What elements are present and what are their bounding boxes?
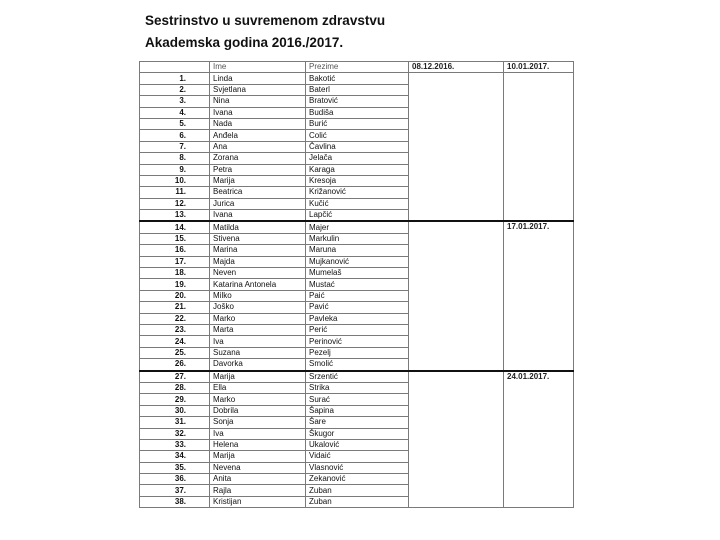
last-name-cell: Šapina [306, 405, 409, 416]
student-schedule-table [139, 61, 573, 508]
first-name-cell: Majda [210, 256, 306, 267]
last-name-cell: Strika [306, 382, 409, 393]
first-name-cell: Zorana [210, 153, 306, 164]
last-name-cell: Vlasnović [306, 462, 409, 473]
last-name-cell: Ukalović [306, 439, 409, 450]
row-number: 24. [140, 336, 210, 347]
row-number: 31. [140, 417, 210, 428]
first-name-cell: Iva [210, 428, 306, 439]
group-date-cell: 17.01.2017. [504, 221, 574, 370]
last-name-cell: Pezelj [306, 347, 409, 358]
last-name-cell: Burić [306, 118, 409, 129]
row-number: 20. [140, 290, 210, 301]
first-name-cell: Marija [210, 175, 306, 186]
first-name-cell: Anita [210, 474, 306, 485]
first-name-cell: Marija [210, 371, 306, 383]
row-number: 10. [140, 175, 210, 186]
first-name-cell: Dobrila [210, 405, 306, 416]
last-name-cell: Zuban [306, 496, 409, 507]
row-number: 28. [140, 382, 210, 393]
first-name-cell: Joško [210, 302, 306, 313]
first-name-cell: Ivana [210, 107, 306, 118]
first-name-cell: Katarina Antonela [210, 279, 306, 290]
first-name-cell: Petra [210, 164, 306, 175]
first-name-cell: Ella [210, 382, 306, 393]
date-1-blank-cell [409, 73, 504, 222]
date-1-blank-cell [409, 221, 504, 370]
first-name-cell: Jurica [210, 198, 306, 209]
row-number: 34. [140, 451, 210, 462]
header-first-name: Ime [210, 62, 306, 73]
row-number: 4. [140, 107, 210, 118]
row-number: 1. [140, 73, 210, 84]
last-name-cell: Mumelaš [306, 268, 409, 279]
first-name-cell: Neven [210, 268, 306, 279]
group-date-cell: 24.01.2017. [504, 371, 574, 508]
last-name-cell: Baterl [306, 84, 409, 95]
last-name-cell: Srzentić [306, 371, 409, 383]
title-line-year: Akademska godina 2016./2017. [145, 35, 344, 50]
last-name-cell: Markulin [306, 233, 409, 244]
last-name-cell: Lapčić [306, 210, 409, 222]
first-name-cell: Marko [210, 394, 306, 405]
row-number: 3. [140, 96, 210, 107]
header-last-name: Prezime [306, 62, 409, 73]
last-name-cell: Perinović [306, 336, 409, 347]
row-number: 5. [140, 118, 210, 129]
row-number: 29. [140, 394, 210, 405]
table-row [140, 221, 574, 233]
last-name-cell: Karaga [306, 164, 409, 175]
first-name-cell: Svjetlana [210, 84, 306, 95]
last-name-cell: Vidaić [306, 451, 409, 462]
row-number: 13. [140, 210, 210, 222]
date-1-blank-cell [409, 371, 504, 508]
row-number: 30. [140, 405, 210, 416]
last-name-cell: Pavić [306, 302, 409, 313]
first-name-cell: Ivana [210, 210, 306, 222]
row-number: 8. [140, 153, 210, 164]
row-number: 18. [140, 268, 210, 279]
row-number: 27. [140, 371, 210, 383]
last-name-cell: Budiša [306, 107, 409, 118]
first-name-cell: Iva [210, 336, 306, 347]
last-name-cell: Majer [306, 221, 409, 233]
last-name-cell: Čavlina [306, 141, 409, 152]
row-number: 7. [140, 141, 210, 152]
group-date-cell [504, 73, 574, 222]
last-name-cell: Jelača [306, 153, 409, 164]
title-line-course: Sestrinstvo u suvremenom zdravstvu [145, 13, 386, 28]
first-name-cell: Nevena [210, 462, 306, 473]
header-date-2: 10.01.2017. [504, 62, 574, 73]
table-body [140, 73, 574, 508]
first-name-cell: Marta [210, 324, 306, 335]
row-number: 16. [140, 245, 210, 256]
last-name-cell: Kučić [306, 198, 409, 209]
row-number: 33. [140, 439, 210, 450]
last-name-cell: Zekanović [306, 474, 409, 485]
row-number: 6. [140, 130, 210, 141]
row-number: 36. [140, 474, 210, 485]
first-name-cell: Matilda [210, 221, 306, 233]
last-name-cell: Zuban [306, 485, 409, 496]
last-name-cell: Kresoja [306, 175, 409, 186]
row-number: 38. [140, 496, 210, 507]
first-name-cell: Linda [210, 73, 306, 84]
first-name-cell: Anđela [210, 130, 306, 141]
row-number: 15. [140, 233, 210, 244]
table-row [140, 371, 574, 383]
first-name-cell: Marko [210, 313, 306, 324]
table-header-row [140, 62, 574, 73]
last-name-cell: Šare [306, 417, 409, 428]
last-name-cell: Križanović [306, 187, 409, 198]
first-name-cell: Ana [210, 141, 306, 152]
first-name-cell: Sonja [210, 417, 306, 428]
first-name-cell: Nada [210, 118, 306, 129]
row-number: 9. [140, 164, 210, 175]
row-number: 23. [140, 324, 210, 335]
last-name-cell: Bratović [306, 96, 409, 107]
row-number: 19. [140, 279, 210, 290]
first-name-cell: Kristijan [210, 496, 306, 507]
last-name-cell: Pavleka [306, 313, 409, 324]
last-name-cell: Colić [306, 130, 409, 141]
row-number: 25. [140, 347, 210, 358]
first-name-cell: Nina [210, 96, 306, 107]
first-name-cell: Stivena [210, 233, 306, 244]
header-date-1: 08.12.2016. [409, 62, 504, 73]
last-name-cell: Smolić [306, 359, 409, 371]
first-name-cell: Helena [210, 439, 306, 450]
row-number: 11. [140, 187, 210, 198]
last-name-cell: Surać [306, 394, 409, 405]
table-row [140, 73, 574, 84]
header-num [140, 62, 210, 73]
first-name-cell: Marina [210, 245, 306, 256]
row-number: 17. [140, 256, 210, 267]
last-name-cell: Bakotić [306, 73, 409, 84]
first-name-cell: Davorka [210, 359, 306, 371]
last-name-cell: Mujkanović [306, 256, 409, 267]
last-name-cell: Škugor [306, 428, 409, 439]
row-number: 35. [140, 462, 210, 473]
row-number: 21. [140, 302, 210, 313]
last-name-cell: Paić [306, 290, 409, 301]
row-number: 26. [140, 359, 210, 371]
row-number: 32. [140, 428, 210, 439]
last-name-cell: Maruna [306, 245, 409, 256]
first-name-cell: Rajla [210, 485, 306, 496]
last-name-cell: Mustać [306, 279, 409, 290]
row-number: 22. [140, 313, 210, 324]
row-number: 12. [140, 198, 210, 209]
row-number: 2. [140, 84, 210, 95]
document-title [145, 12, 385, 56]
first-name-cell: Beatrica [210, 187, 306, 198]
first-name-cell: Marija [210, 451, 306, 462]
row-number: 14. [140, 221, 210, 233]
row-number: 37. [140, 485, 210, 496]
first-name-cell: Suzana [210, 347, 306, 358]
first-name-cell: Milko [210, 290, 306, 301]
last-name-cell: Perić [306, 324, 409, 335]
